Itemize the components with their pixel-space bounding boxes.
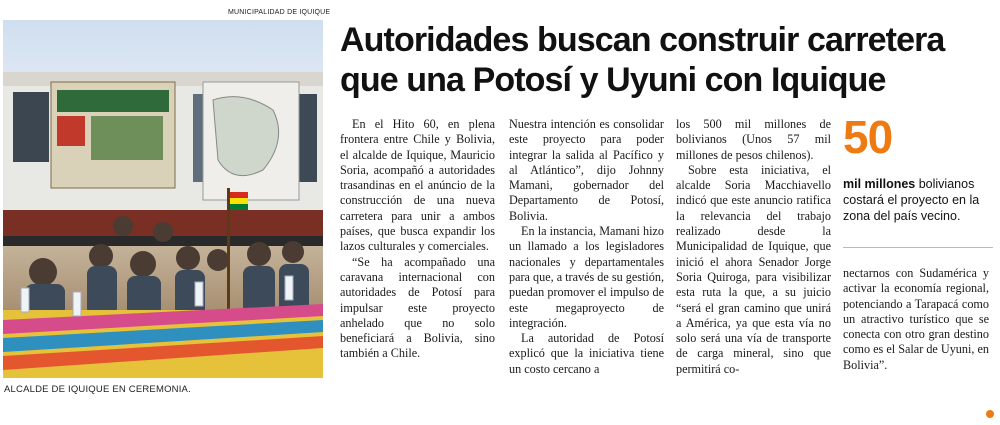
- paragraph: nectarnos con Sudamérica y activar la economía regional, potenciando a Tarapacá como un atractivo turístico que se conecta con otro gran destino como es el Salar de Uyuni, en Bolivia”.: [843, 266, 989, 372]
- article-column-3: [676, 117, 831, 377]
- photo-credit: MUNICIPALIDAD DE IQUIQUE: [228, 9, 331, 16]
- headline: Autoridades buscan construir carretera que una Potosí y Uyuni con Iquique: [340, 21, 945, 99]
- paragraph: Nuestra intención es consolidar este proyecto para poder integrar la salida al Pacífico y al Atlántico”, dijo Johnny Mamani, gobernador del Departamento de Potosí, Bolivia.: [509, 117, 664, 223]
- article-column-4: [843, 266, 989, 373]
- ceremony-illustration: [3, 20, 323, 378]
- article-column-1: [340, 117, 495, 362]
- highlight-number: 50: [843, 111, 893, 163]
- ceremony-photo: [3, 20, 323, 378]
- paragraph: “Se ha acompañado una caravana internacional con autoridades de Potosí para impulsar este proyecto anhelado que no solo beneficiará a Bolivia, sino también a Chile.: [340, 254, 495, 361]
- paragraph: La autoridad de Potosí explicó que la iniciativa tiene un costo cercano a: [509, 331, 664, 376]
- paragraph: En el Hito 60, en plena frontera entre Chile y Bolivia, el alcalde de Iquique, Mauricio Soria, acompañó a autoridades trasandinas en el anúncio de la construcción de una nueva carretera para unir a ambos países, que busca expandir los lazos culturales y comerciales.: [340, 117, 495, 254]
- article-column-2: [509, 117, 664, 377]
- end-mark-icon: [986, 410, 994, 418]
- highlight-rest: bolivianos costará el proyecto en la zona del país vecino.: [843, 177, 980, 223]
- highlight-strong: mil millones: [843, 177, 916, 191]
- paragraph: En la instancia, Mamani hizo un llamado a los legisladores nacionales y departamentales para que, a través de su gestión, puedan promover el impulso de este megaproyecto de integración.: [509, 224, 664, 330]
- divider: [843, 247, 993, 248]
- highlight-text: [843, 176, 993, 224]
- paragraph: Sobre esta iniciativa, el alcalde Soria Macchiavello indicó que este anuncio ratifica la relevancia del trabajo realizado desde la Municipalidad de Iquique, que inició el ahora Senador Jorge Soria Quiroga, para visibilizar esta ruta la que, a su juicio “será el gran camino que unirá a América, ya que esta vía no solo será una vía de transporte de carga mineral, sino que permitirá co-: [676, 162, 831, 376]
- photo-caption: ALCALDE DE IQUIQUE EN CEREMONIA.: [4, 384, 191, 395]
- paragraph: los 500 mil millones de bolivianos (Unos 57 mil millones de pesos chilenos).: [676, 117, 831, 162]
